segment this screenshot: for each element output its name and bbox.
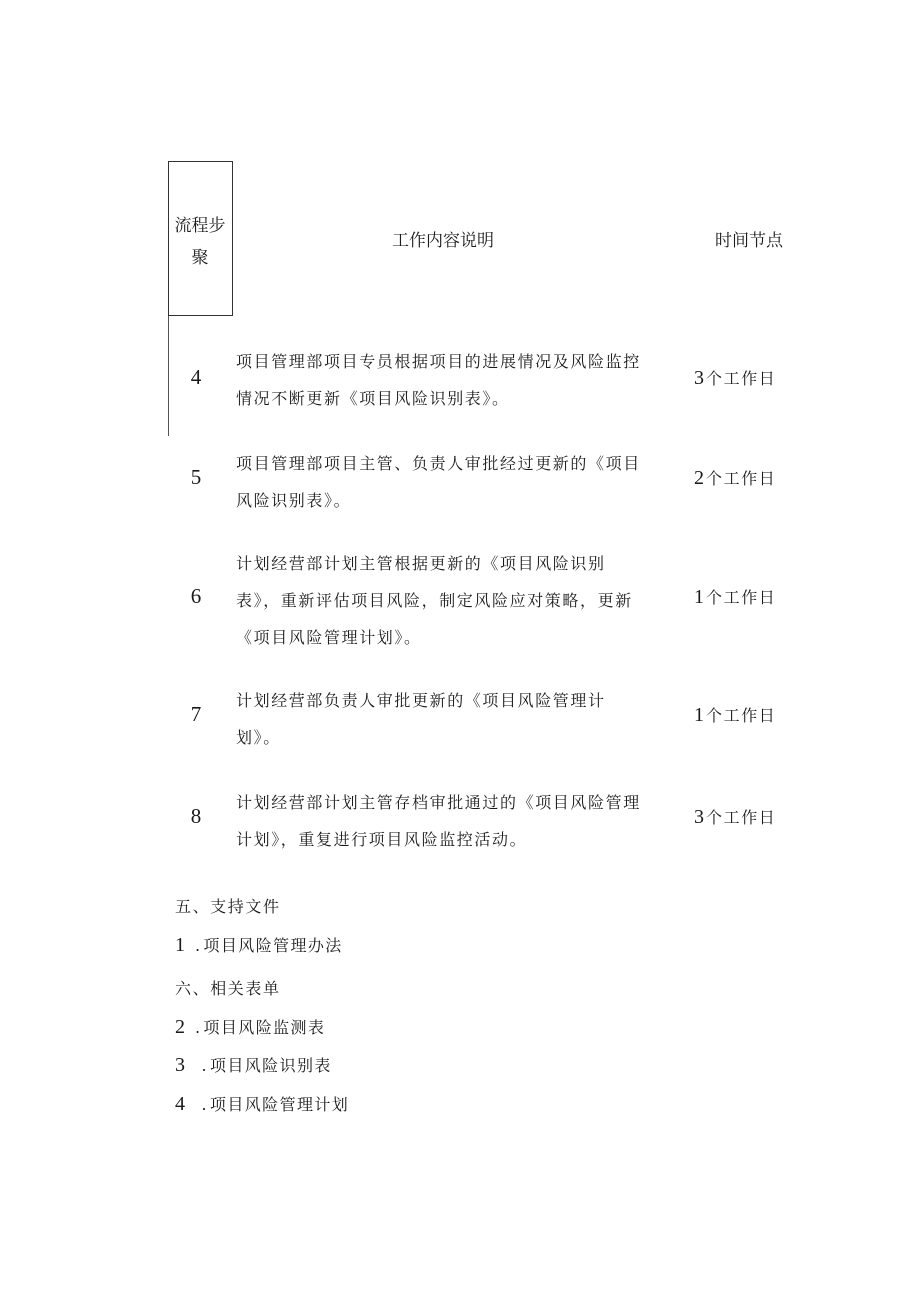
time-node xyxy=(694,585,776,609)
support-files-heading: 五、支持文件 xyxy=(175,897,281,916)
item-dot: . xyxy=(195,936,202,955)
time-unit: 个工作日 xyxy=(706,369,777,388)
time-node xyxy=(694,805,776,829)
related-form-item xyxy=(175,1092,349,1116)
item-number: 4 xyxy=(175,1093,185,1115)
item-text: 项目风险管理办法 xyxy=(203,936,343,955)
step-number: 6 xyxy=(190,584,202,608)
time-number: 1 xyxy=(694,586,704,608)
description-line: 项目管理部项目主管、负责人审批经过更新的《项目 xyxy=(236,454,641,473)
item-dot: . xyxy=(195,1018,202,1037)
time-unit: 个工作日 xyxy=(706,706,777,725)
step-number: 5 xyxy=(190,465,202,489)
description-line: 表》，重新评估项目风险，制定风险应对策略，更新 xyxy=(236,591,633,610)
content-header-label: 工作内容说明 xyxy=(392,231,494,251)
item-text: 项目风险识别表 xyxy=(209,1056,332,1075)
time-node xyxy=(694,366,776,390)
step-description xyxy=(236,784,676,858)
time-unit: 个工作日 xyxy=(706,808,777,827)
description-line: 计划经营部计划主管根据更新的《项目风险识别 xyxy=(236,554,606,573)
support-file-item xyxy=(175,933,343,957)
description-line: 计划》，重复进行项目风险监控活动。 xyxy=(236,830,528,849)
step-description xyxy=(236,343,676,417)
time-unit: 个工作日 xyxy=(706,588,777,607)
table-left-border xyxy=(168,316,169,436)
item-dot: . xyxy=(195,1056,208,1075)
time-number: 1 xyxy=(694,704,704,726)
item-dot: . xyxy=(195,1095,208,1114)
time-node xyxy=(694,703,776,727)
description-line: 《项目风险管理计划》。 xyxy=(236,628,422,647)
step-description xyxy=(236,682,676,756)
item-number: 2 xyxy=(175,1016,185,1038)
description-line: 计划经营部计划主管存档审批通过的《项目风险管理 xyxy=(236,793,641,812)
item-number: 1 xyxy=(175,934,185,956)
item-number: 3 xyxy=(175,1054,185,1076)
step-header-line: 聚 xyxy=(191,248,209,268)
item-text: 项目风险管理计划 xyxy=(209,1095,350,1114)
time-unit: 个工作日 xyxy=(706,469,777,488)
step-description xyxy=(236,545,676,656)
time-number: 3 xyxy=(694,367,704,389)
related-form-item xyxy=(175,1053,332,1077)
step-header-label xyxy=(170,210,230,274)
step-description xyxy=(236,445,676,519)
step-number: 8 xyxy=(190,804,202,828)
description-line: 项目管理部项目专员根据项目的进展情况及风险监控 xyxy=(236,352,641,371)
step-number: 7 xyxy=(190,702,202,726)
time-number: 3 xyxy=(694,806,704,828)
description-line: 风险识别表》。 xyxy=(236,491,352,510)
time-number: 2 xyxy=(694,467,704,489)
description-line: 计划经营部负责人审批更新的《项目风险管理计 xyxy=(236,691,606,710)
step-header-line: 流程步 xyxy=(174,216,226,236)
description-line: 情况不断更新《项目风险识别表》。 xyxy=(236,389,510,408)
related-forms-heading: 六、相关表单 xyxy=(175,979,281,998)
description-line: 划》。 xyxy=(236,728,281,747)
time-node xyxy=(694,466,776,490)
time-header-label: 时间节点 xyxy=(715,231,783,251)
step-number: 4 xyxy=(190,365,202,389)
related-form-item xyxy=(175,1015,325,1039)
item-text: 项目风险监测表 xyxy=(203,1018,326,1037)
